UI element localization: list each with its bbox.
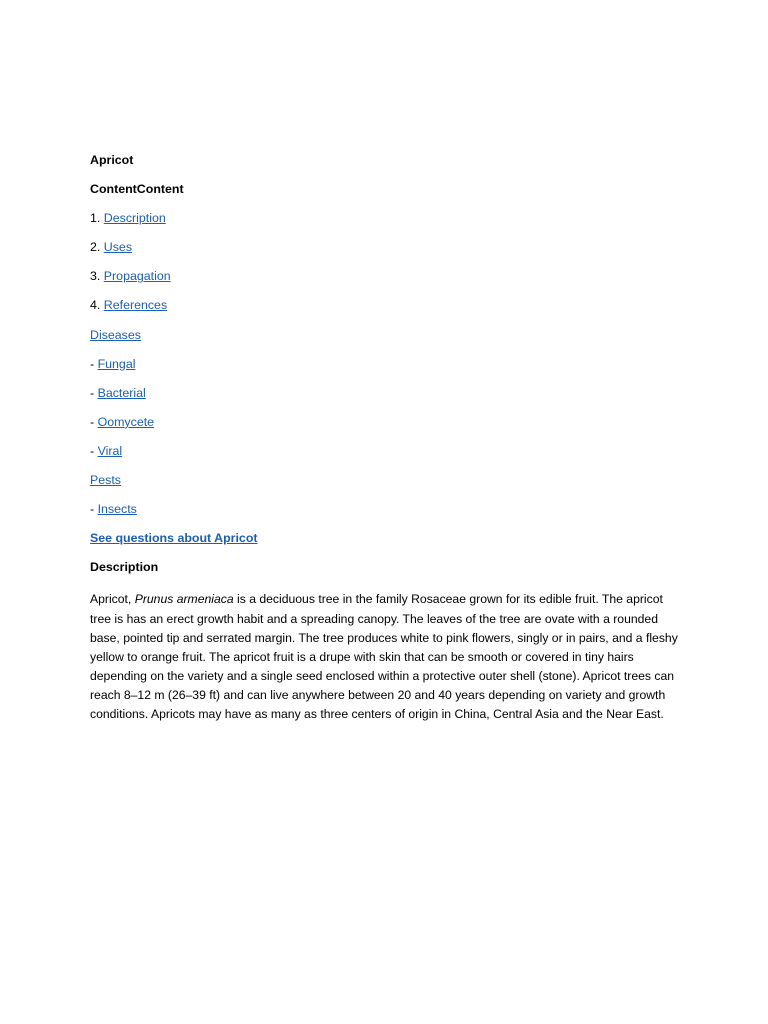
description-lead: Apricot, (90, 592, 135, 607)
disease-item-prefix: - (90, 356, 98, 371)
toc-item-references (90, 297, 690, 326)
toc-item-propagation (90, 268, 690, 297)
disease-item-prefix: - (90, 443, 98, 458)
page-title: Apricot (90, 153, 134, 167)
document-page (90, 152, 690, 724)
pest-item-insects (90, 501, 690, 530)
pests-link[interactable]: Pests (90, 473, 121, 488)
disease-item-bacterial (90, 385, 690, 414)
disease-link-bacterial[interactable]: Bacterial (97, 385, 146, 400)
scientific-name: Prunus armeniaca (134, 592, 234, 607)
see-questions-link[interactable]: See questions about Apricot (90, 531, 258, 546)
pests-row (90, 472, 690, 501)
toc-link-propagation[interactable]: Propagation (103, 269, 171, 284)
questions-row (90, 530, 690, 559)
toc-item-prefix: 1. (90, 211, 104, 226)
disease-item-prefix: - (90, 385, 98, 400)
pest-item-prefix: - (90, 502, 98, 517)
diseases-link[interactable]: Diseases (90, 327, 141, 342)
description-heading: Description (90, 560, 159, 575)
diseases-row (90, 327, 690, 356)
disease-item-oomycete (90, 414, 690, 443)
disease-item-viral (90, 443, 690, 472)
contents-heading: ContentContent (90, 182, 184, 197)
disease-link-fungal[interactable]: Fungal (97, 356, 136, 371)
toc-link-description[interactable]: Description (103, 211, 166, 226)
toc-link-uses[interactable]: Uses (103, 240, 133, 255)
toc-link-references[interactable]: References (103, 298, 168, 313)
toc-item-description (90, 210, 690, 239)
toc-item-uses (90, 239, 690, 268)
toc-item-prefix: 3. (90, 269, 104, 284)
pest-link-insects[interactable]: Insects (97, 502, 137, 517)
toc-item-prefix: 2. (90, 240, 104, 255)
disease-item-prefix: - (90, 414, 98, 429)
description-paragraph (90, 590, 682, 724)
disease-link-oomycete[interactable]: Oomycete (97, 414, 155, 429)
toc-item-prefix: 4. (90, 298, 104, 313)
disease-item-fungal (90, 356, 690, 385)
disease-link-viral[interactable]: Viral (97, 443, 123, 458)
description-body: is a deciduous tree in the family Rosaceae grown for its edible fruit. The apricot tree is has an erect growth habit and a spreading canopy. The leaves of the tree are ovate with a rounded base, pointed tip and serrated margin. The tree produces white to pink flowers, singly or in pairs, and a fleshy yellow to orange fruit. The apricot fruit is a drupe with skin that can be smooth or covered in tiny hairs depending on the variety and a single seed enclosed within a protective outer shell (stone). Apricot trees can reach 8–12 m (26–39 ft) and can live anywhere between 20 and 40 years depending on variety and growth conditions. Apricots may have as many as three centers of origin in China, Central Asia and the Near East. (90, 592, 678, 721)
